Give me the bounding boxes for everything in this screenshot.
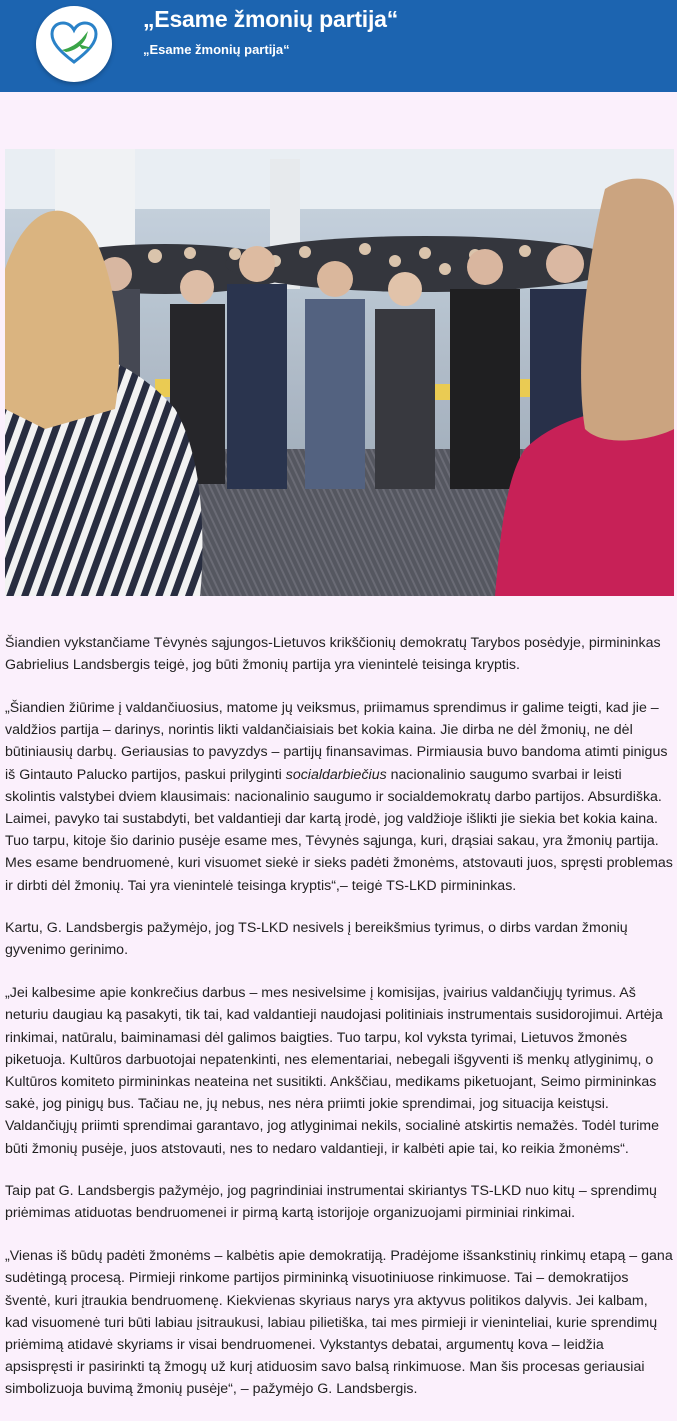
paragraph-2: „Šiandien žiūrime į valdančiuosius, matome jų veiksmus, priimamus sprendimus ir galime teigti, kad jie – valdžios partija – darinys, norintis likti valdančiaisiais bet kokia kaina. Jie dirba ne dėl žmonių, ne dėl būtiniausių darbų. Geriausias to pavyzdys – partijų finansavimas. Pirmiausia buvo bandoma atimti pinigus iš Gintauto Palucko partijos, paskui prilyginti socialdarbiečius nacionalinio saugumo svarbai ir leisti skolintis valstybei dviem klausimais: nacionalinio saugumo ir socialdemokratų darbo partijos. Absurdiška. Laimei, pavyko tai sustabdyti, bet valdantieji dar kartą įrodė, jog valdžioje išlikti jie siekia bet kokia kaina. Tuo tarpu, kitoje šio darinio pusėje esame mes, Tėvynės sąjunga, kuri, drąsiai sakau, yra žmonių partija. Mes esame bendruomenė, kuri visuomet siekė ir sieks padėti žmonėms, atstovauti juos, spręsti problemas ir dirbti dėl žmonių. Tai yra vienintelė teisinga kryptis“,– teigė TS-LKD pirmininkas. bbox=[5, 699, 673, 894]
paragraph-4: „Jei kalbesime apie konkrečius darbus – mes nesivelsime į komisijas, įvairius valdančiųjų tyrimus. Aš neturiu daugiau ką pasakyti, tik tai, kad valdantieji naudojasi politiniais instrumentais susidorojimui. Artėja rinkimai, natūralu, baiminamasi dėl galimos baigties. Tuo tarpu, kol vyksta tyrimai, Lietuvos žmonės piketuoja. Kultūros darbuotojai nepatenkinti, nes elementariai, nebegali išgyventi iš menkų atlyginimų, o Kultūros komiteto pirmininkas neateina net susitikti. Ankščiau, medikams piketuojant, Seimo pirmininkas sakė, jog pinigų bus. Tačiau ne, jų nebus, nes nėra priimti jokie sprendimai, jog situacija keistųsi. Valdančiųjų priimti sprendimai garantavo, jog atlyginimai nekils, socialinė atskirtis nemažės. Todėl turime būti žmonių pusėje, juos atstovauti, nes to nedaro valdantieji, ir kalbėti apie tai, ko reikia žmonėms“. bbox=[5, 985, 663, 1157]
party-logo[interactable] bbox=[36, 6, 112, 82]
paragraph-1: Šiandien vykstančiame Tėvynės sąjungos-Lietuvos krikščionių demokratų Tarybos posėdyje, pirmininkas Gabrielius Landsbergis teigė, jog būti žmonių partija yra vienintelė teisinga kryptis. bbox=[5, 635, 661, 674]
conference-photo bbox=[5, 149, 674, 596]
paragraph-6: „Vienas iš būdų padėti žmonėms – kalbėtis apie demokratiją. Pradėjome išsankstinių rinkimų etapą – gana sudėtingą procesą. Pirmieji rinkome partijos pirmininką visuotiniuose rinkimuose. Tai – demokratijos šventė, kuri įtraukia bendruomenę. Kiekvienas skyriaus narys yra aktyvus politikos dalyvis. Jei kalbam, kad visuomenė turi būti labiau įsitraukusi, labiau pilietiška, tai mes pirmieji ir vieninteliai, kurie sprendimų priėmimą atidavė skyriams ir visai bendruomenei. Vykstantys debatai, argumentų kova – leidžia apsispręsti ir pasirinkti tą žmogų už kurį atiduosim savo balsą rinkimuose. Man šis procesas geriausiai simbolizuoja buvimą žmonių pusėje“, – pažymėjo G. Landsbergis. bbox=[5, 1248, 673, 1398]
paragraph-3: Kartu, G. Landsbergis pažymėjo, jog TS-LKD nesivels į bereikšmius tyrimus, o dirbs vardan žmonių gyvenimo gerinimo. bbox=[5, 920, 628, 959]
heart-swallow-logo-icon bbox=[48, 18, 100, 70]
page-header bbox=[0, 0, 677, 92]
paragraph-5: Taip pat G. Landsbergis pažymėjo, jog pagrindiniai instrumentai skiriantys TS-LKD nuo kitų – sprendimų priėmimas atiduotas bendruomenei ir pirmą kartą istorijoje organizuojami pirminiai rinkimai. bbox=[5, 1183, 657, 1222]
article-body bbox=[5, 632, 673, 1421]
emphasized-term: socialdarbiečius bbox=[285, 766, 387, 783]
page-title: „Esame žmonių partija“ bbox=[143, 6, 399, 32]
page-subtitle: „Esame žmonių partija“ bbox=[143, 42, 290, 57]
